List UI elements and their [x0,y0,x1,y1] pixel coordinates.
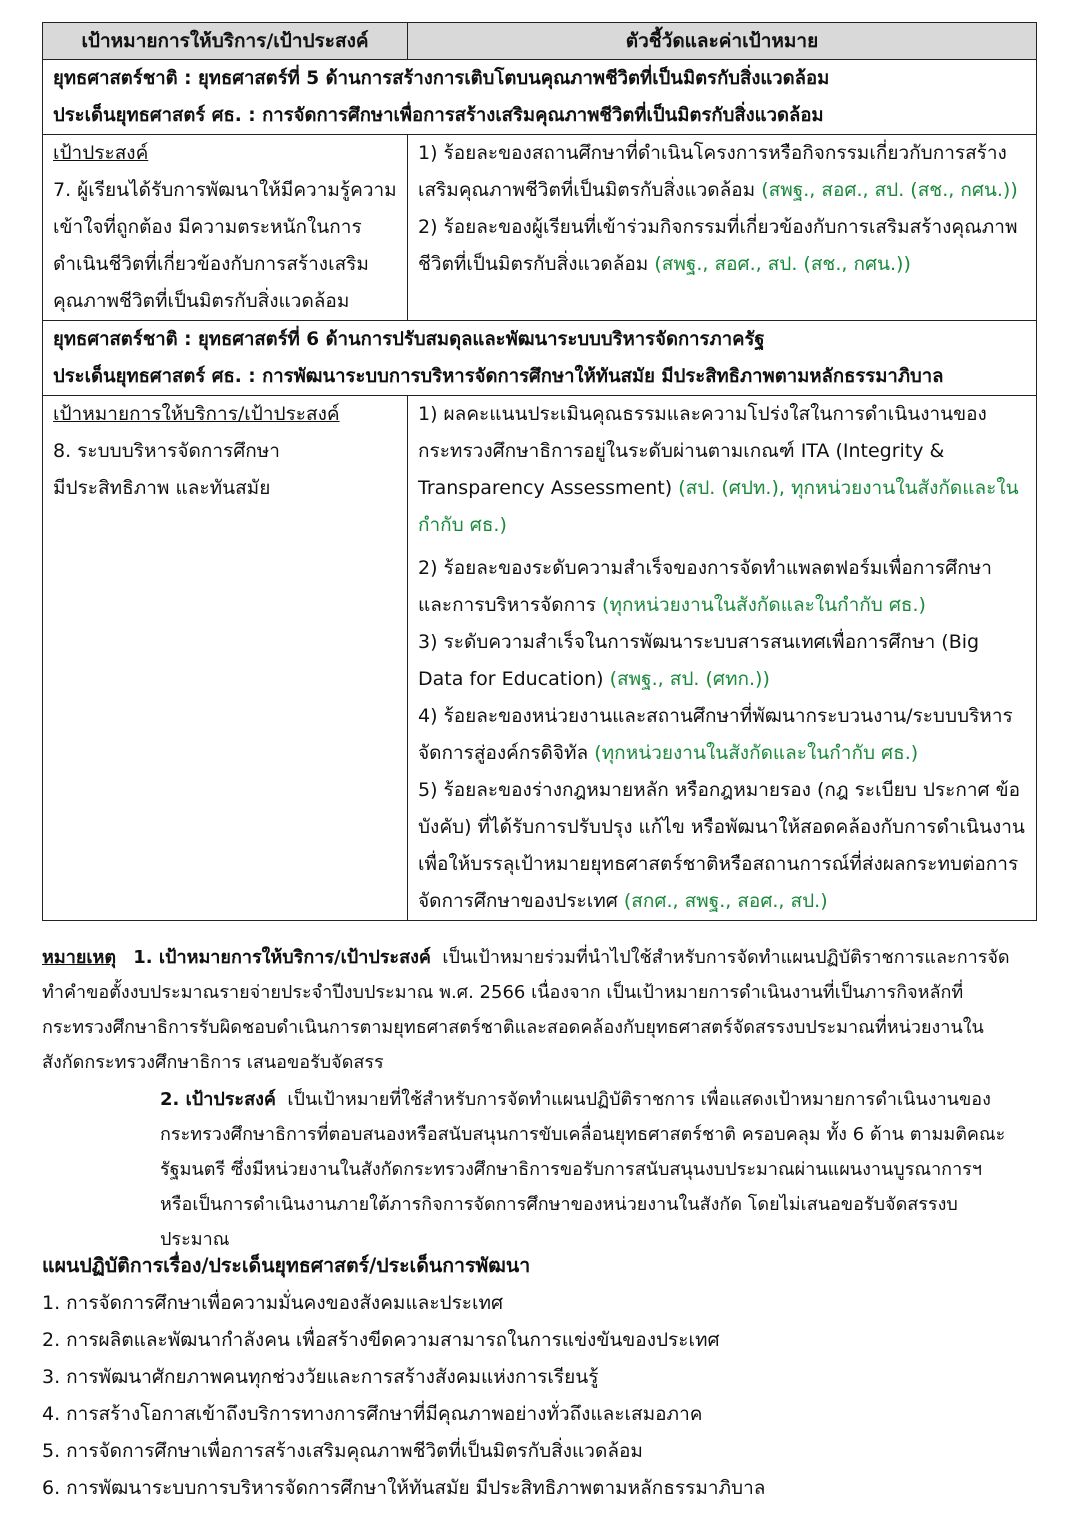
notes-label: หมายเหตุ [42,947,117,968]
strategy-table [42,22,1037,921]
agency-label: (สกศ., สพฐ., สอศ., สป.) [623,890,828,912]
indicator-item: 2) ร้อยละของผู้เรียนที่เข้าร่วมกิจกรรมที่เกี่ยวข้องกับการเสริมสร้างคุณภาพชีวิตที่เป็นมิตรกับสิ่งแวดล้อม (สพฐ., สอศ., สป. (สช., กศน.)) [418,216,1018,275]
moe-issue-6: ประเด็นยุทธศาสตร์ ศธ. : การพัฒนาระบบการบริหารจัดการศึกษาให้ทันสมัย มีประสิทธิภาพตามหลักธรรมาภิบาล [53,366,944,387]
plans-section [42,1247,1032,1507]
goal-label: เป้าประสงค์ [53,142,149,164]
indicator-item: 4) ร้อยละของหน่วยงานและสถานศึกษาที่พัฒนากระบวนงาน/ระบบบริหารจัดการสู่องค์กรดิจิทัล (ทุกหน่วยงานในสังกัดและในกำกับ ศธ.) [418,705,1013,764]
agency-label: (สพฐ., สอศ., สป. (สช., กศน.)) [654,253,911,275]
note-2-text: เป็นเป้าหมายที่ใช้สำหรับการจัดทำแผนปฏิบัติราชการ เพื่อแสดงเป้าหมายการดำเนินงานของกระทรวงศึกษาธิการที่ตอบสนองหรือสนับสนุนการขับเคลื่อนยุทธศาสตร์ชาติ ครอบคลุม ทั้ง 6 ด้าน ตามมติคณะรัฐมนตรี ซึ่งมีหน่วยงานในสังกัดกระทรวงศึกษาธิการขอรับการสนับสนุนงบประมาณผ่านแผนงานบูรณาการฯ หรือเป็นการดำเนินงานภายใต้ภารกิจการจัดการศึกษาของหน่วยงานในสังกัด โดยไม่เสนอขอรับจัดสรรงบประมาณ [160,1089,1006,1250]
indicator-item: 3) ระดับความสำเร็จในการพัฒนาระบบสารสนเทศเพื่อการศึกษา (Big Data for Education) (สพฐ., สป. (ศทก.)) [418,631,980,690]
col-header-goal: เป้าหมายการให้บริการ/เป้าประสงค์ [43,23,408,60]
indicator-item: 1) ร้อยละของสถานศึกษาที่ดำเนินโครงการหรือกิจกรรมเกี่ยวกับการสร้างเสริมคุณภาพชีวิตที่เป็นมิตรกับสิ่งแวดล้อม (สพฐ., สอศ., สป. (สช., กศน.)) [418,142,1018,201]
list-item: 5. การจัดการศึกษาเพื่อการสร้างเสริมคุณภาพชีวิตที่เป็นมิตรกับสิ่งแวดล้อม [42,1440,643,1462]
list-item: 4. การสร้างโอกาสเข้าถึงบริการทางการศึกษาที่มีคุณภาพอย่างทั่วถึงและเสมอภาค [42,1403,703,1425]
agency-label: (ทุกหน่วยงานในสังกัดและในกำกับ ศธ.) [602,594,926,616]
indicator-item: 5) ร้อยละของร่างกฎหมายหลัก หรือกฎหมายรอง (กฎ ระเบียบ ประกาศ ข้อบังคับ) ที่ได้รับการปรับปรุง แก้ไข หรือพัฒนาให้สอดคล้องกับการดำเนินงานเพื่อให้บรรลุเป้าหมายยุทธศาสตร์ชาติหรือสถานการณ์ที่ส่งผลกระทบต่อการจัดการศึกษาของประเทศ (สกศ., สพฐ., สอศ., สป.) [418,779,1025,912]
strategy-row-5 [43,60,1037,135]
goal-row-8 [43,396,1037,921]
indicator-item: 2) ร้อยละของระดับความสำเร็จของการจัดทำแพลตฟอร์มเพื่อการศึกษาและการบริหารจัดการ (ทุกหน่วยงานในสังกัดและในกำกับ ศธ.) [418,557,992,616]
plans-title: แผนปฏิบัติการเรื่อง/ประเด็นยุทธศาสตร์/ประเด็นการพัฒนา [42,1254,531,1277]
plans-list [42,1285,1032,1507]
moe-issue-5: ประเด็นยุทธศาสตร์ ศธ. : การจัดการศึกษาเพื่อการสร้างเสริมคุณภาพชีวิตที่เป็นมิตรกับสิ่งแวดล้อม [53,105,824,126]
goal-text-7: 7. ผู้เรียนได้รับการพัฒนาให้มีความรู้ความเข้าใจที่ถูกต้อง มีความตระหนักในการดำเนินชีวิตที่เกี่ยวข้องกับการสร้างเสริมคุณภาพชีวิตที่เป็นมิตรกับสิ่งแวดล้อม [53,179,397,312]
goal-text-8-line1: 8. ระบบบริหารจัดการศึกษา [53,440,280,462]
list-item: 2. การผลิตและพัฒนากำลังคน เพื่อสร้างขีดความสามารถในการแข่งขันของประเทศ [42,1329,720,1351]
goal-row-7 [43,135,1037,321]
note-1-title: 1. เป้าหมายการให้บริการ/เป้าประสงค์ [133,947,431,968]
national-strategy-6: ยุทธศาสตร์ชาติ : ยุทธศาสตร์ที่ 6 ด้านการปรับสมดุลและพัฒนาระบบบริหารจัดการภาครัฐ [53,329,765,350]
table-header-row [43,23,1037,60]
note-1-text: เป็นเป้าหมายร่วมที่นำไปใช้สำหรับการจัดทำแผนปฏิบัติราชการและการจัดทำคำขอตั้งงบประมาณรายจ่ายประจำปีงบประมาณ พ.ศ. 2566 เนื่องจาก เป็นเป้าหมายการดำเนินงานที่เป็นภารกิจหลักที่กระทรวงศึกษาธิการรับผิดชอบดำเนินการตามยุทธศาสตร์ชาติและสอดคล้องกับยุทธศาสตร์จัดสรรงบประมาณที่หน่วยงานในสังกัดกระทรวงศึกษาธิการ เสนอขอรับจัดสรร [42,947,1010,1073]
agency-label: (ทุกหน่วยงานในสังกัดและในกำกับ ศธ.) [594,742,919,764]
note-2 [42,1082,1017,1257]
national-strategy-5: ยุทธศาสตร์ชาติ : ยุทธศาสตร์ที่ 5 ด้านการสร้างการเติบโตบนคุณภาพชีวิตที่เป็นมิตรกับสิ่งแวดล้อม [53,68,830,89]
goal-text-8-line2: มีประสิทธิภาพ และทันสมัย [53,477,271,499]
agency-label: (สป. (ศปท.), ทุกหน่วยงานในสังกัดและในกำกับ ศธ.) [418,477,1019,536]
col-header-indicator: ตัวชี้วัดและค่าเป้าหมาย [408,23,1037,60]
list-item: 6. การพัฒนาระบบการบริหารจัดการศึกษาให้ทันสมัย มีประสิทธิภาพตามหลักธรรมาภิบาล [42,1477,766,1499]
notes-section [42,940,1017,1257]
indicator-item: 1) ผลคะแนนประเมินคุณธรรมและความโปร่งใสในการดำเนินงานของกระทรวงศึกษาธิการอยู่ในระดับผ่านตามเกณฑ์ ITA (Integrity & Transparency Assessment) (สป. (ศปท.), ทุกหน่วยงานในสังกัดและในกำกับ ศธ.) [418,403,1019,536]
agency-label: (สพฐ., สป. (ศทก.)) [609,668,770,690]
agency-label: (สพฐ., สอศ., สป. (สช., กศน.)) [761,179,1018,201]
strategy-row-6 [43,321,1037,396]
note-2-title: 2. เป้าประสงค์ [160,1089,276,1110]
note-1 [42,940,1017,1080]
list-item: 1. การจัดการศึกษาเพื่อความมั่นคงของสังคมและประเทศ [42,1292,504,1314]
list-item: 3. การพัฒนาศักยภาพคนทุกช่วงวัยและการสร้างสังคมแห่งการเรียนรู้ [42,1366,599,1388]
goal-label: เป้าหมายการให้บริการ/เป้าประสงค์ [53,403,340,425]
